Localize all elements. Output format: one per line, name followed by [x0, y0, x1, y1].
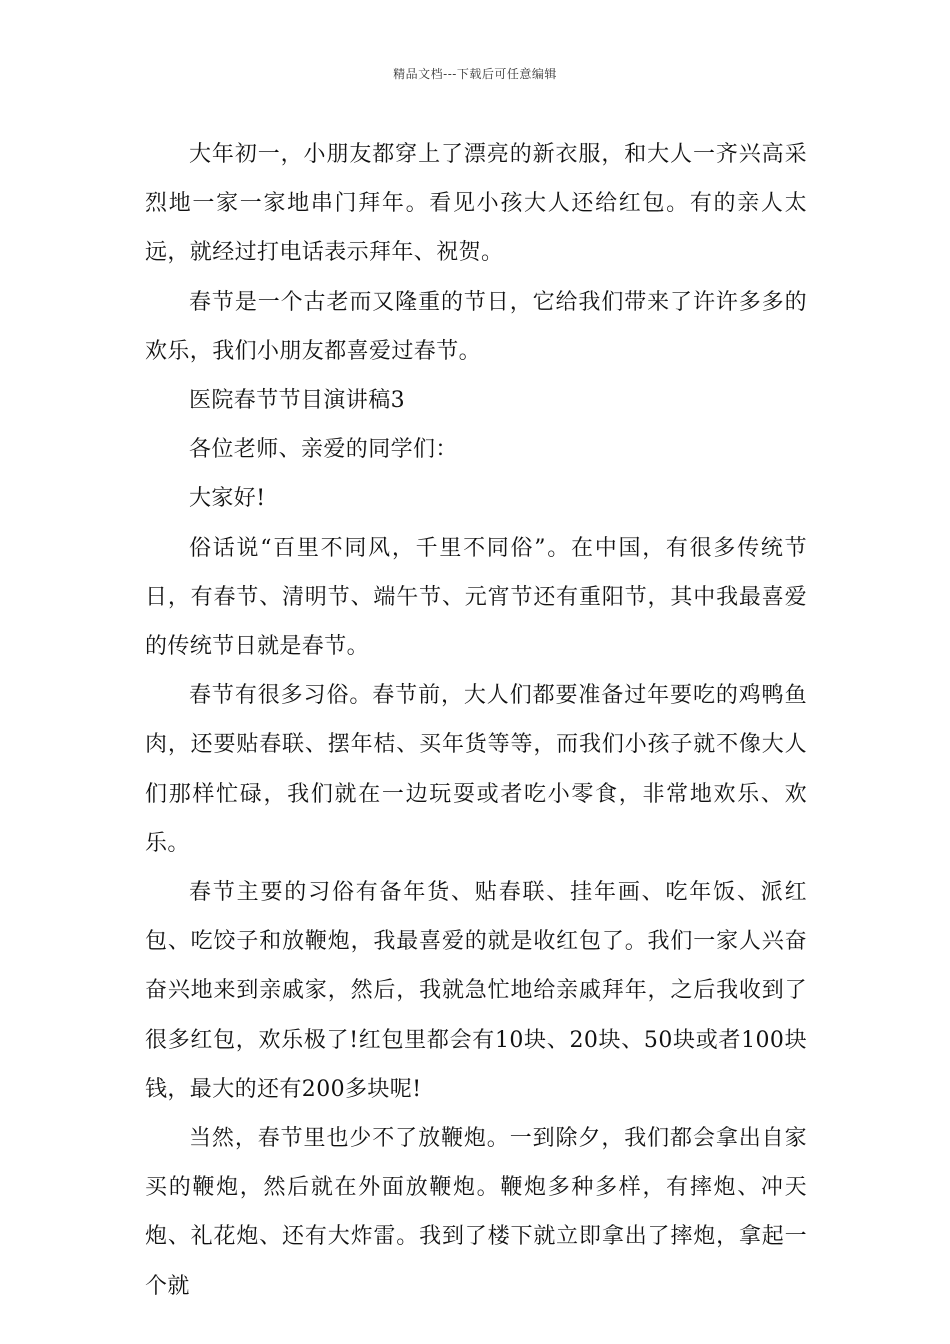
paragraph: 春节有很多习俗。春节前，大人们都要准备过年要吃的鸡鸭鱼肉，还要贴春联、摆年桔、买年货等等，而我们小孩子就不像大人们那样忙碌，我们就在一边玩耍或者吃小零食，非常地欢乐、欢乐。 [145, 683, 807, 856]
paragraph: 大年初一，小朋友都穿上了漂亮的新衣服，和大人一齐兴高采烈地一家一家地串门拜年。看见小孩大人还给红包。有的亲人太远，就经过打电话表示拜年、祝贺。 [145, 142, 807, 266]
paragraph: 春节主要的习俗有备年货、贴春联、挂年画、吃年饭、派红包、吃饺子和放鞭炮，我最喜爱的就是收红包了。我们一家人兴奋奋兴地来到亲戚家，然后，我就急忙地给亲戚拜年，之后我收到了很多红包，欢乐极了!红包里都会有10块、20块、50块或者100块钱，最大的还有200多块呢! [145, 880, 807, 1102]
paragraph: 当然，春节里也少不了放鞭炮。一到除夕，我们都会拿出自家买的鞭炮，然后就在外面放鞭炮。鞭炮多种多样，有摔炮、冲天炮、礼花炮、还有大炸雷。我到了楼下就立即拿出了摔炮，拿起一个就 [145, 1126, 807, 1299]
paragraph: 俗话说“百里不同风，千里不同俗”。在中国，有很多传统节日，有春节、清明节、端午节、元宵节还有重阳节，其中我最喜爱的传统节日就是春节。 [145, 535, 807, 660]
salutation: 各位老师、亲爱的同学们： [189, 437, 458, 463]
paragraph: 春节是一个古老而又隆重的节日，它给我们带来了许许多多的欢乐，我们小朋友都喜爱过春节。 [145, 289, 807, 364]
greeting: 大家好! [189, 486, 266, 512]
section-title: 医院春节节目演讲稿3 [189, 388, 405, 414]
document-body [145, 130, 807, 1311]
page-header: 精品文档---下载后可任意编辑 [393, 67, 557, 81]
